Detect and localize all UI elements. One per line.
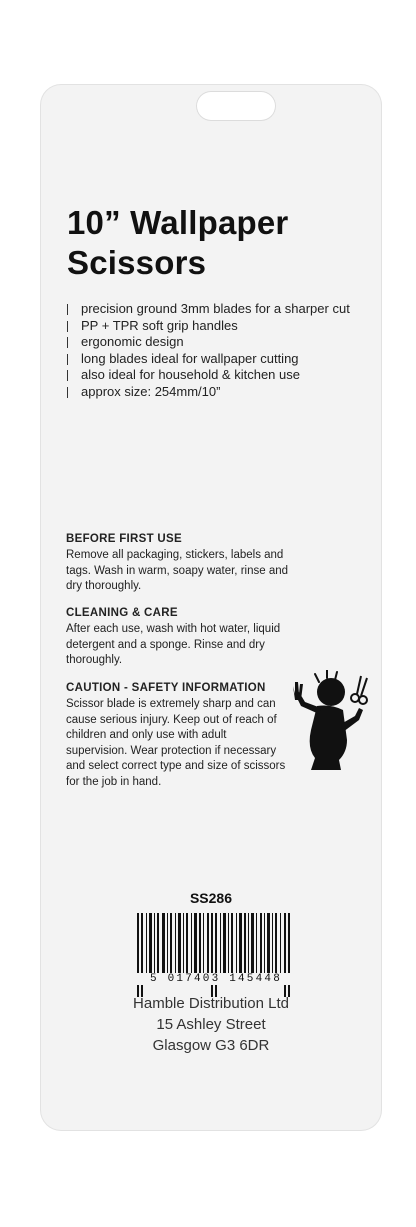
sku-code: SS286 — [189, 890, 233, 906]
feature-item: also ideal for household & kitchen use — [63, 367, 363, 384]
cleaning-care-section — [66, 606, 296, 669]
product-title: 10” Wallpaper Scissors — [67, 204, 289, 281]
section-heading: BEFORE FIRST USE — [66, 533, 182, 545]
hang-hole — [196, 91, 276, 121]
section-heading: CAUTION - SAFETY INFORMATION — [66, 682, 266, 694]
section-body: Scissor blade is extremely sharp and can cause serious injury. Keep out of reach of children and only use with adult supervision. Wear protection if necessary and select correct type and size of scissors for the job in hand. — [66, 698, 286, 788]
person-with-scissors-icon — [281, 670, 373, 770]
feature-item: ergonomic design — [63, 334, 363, 351]
distributor-street: 15 Ashley Street — [156, 1016, 266, 1033]
before-first-use-section — [66, 532, 296, 595]
section-body: Remove all packaging, stickers, labels and tags. Wash in warm, soapy water, rinse and dry thoroughly. — [66, 549, 289, 592]
section-body: After each use, wash with hot water, liquid detergent and a sponge. Rinse and dry thoroughly. — [66, 623, 281, 666]
caution-section — [66, 681, 288, 790]
packaging-card — [41, 85, 381, 1130]
section-heading: CLEANING & CARE — [66, 607, 178, 619]
feature-list — [63, 301, 363, 400]
feature-item: long blades ideal for wallpaper cutting — [63, 351, 363, 368]
barcode-number: 5 017403 145448 — [131, 973, 301, 985]
distributor-address — [41, 993, 381, 1056]
distributor-city: Glasgow G3 6DR — [152, 1037, 270, 1054]
feature-item: approx size: 254mm/10” — [63, 384, 363, 401]
feature-item: PP + TPR soft grip handles — [63, 318, 363, 335]
feature-item: precision ground 3mm blades for a sharper cut — [63, 301, 363, 318]
distributor-name: Hamble Distribution Ltd — [133, 995, 289, 1012]
